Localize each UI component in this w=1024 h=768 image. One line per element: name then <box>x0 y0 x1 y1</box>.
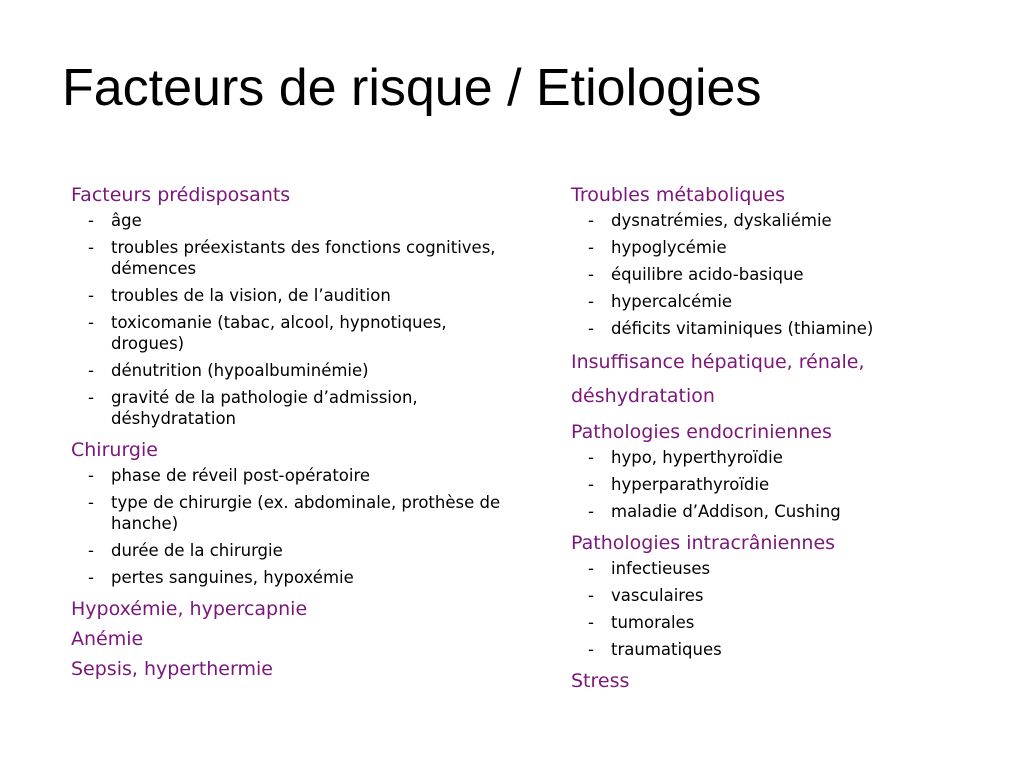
list-facteurs-predisposants <box>71 210 511 429</box>
item-text: phase de réveil post-opératoire <box>111 466 371 485</box>
dash-bullet: - <box>588 448 594 467</box>
item-text: traumatiques <box>611 640 722 659</box>
heading-pathologies-intracraniennes: Pathologies intracrâniennes <box>571 532 836 554</box>
list-item <box>71 492 511 534</box>
list-item <box>71 360 511 381</box>
item-text: gravité de la pathologie d’admission, déshydratation <box>111 388 418 428</box>
list-item <box>571 474 1011 495</box>
item-text: déficits vitaminiques (thiamine) <box>611 319 874 338</box>
heading-pathologies-endocriniennes: Pathologies endocriniennes <box>571 421 832 443</box>
list-pathologies-endocriniennes <box>571 447 1011 522</box>
list-item <box>571 447 1011 468</box>
dash-bullet: - <box>588 319 594 338</box>
section-pathologies-endocriniennes <box>571 417 1011 522</box>
dash-bullet: - <box>88 466 94 485</box>
dash-bullet: - <box>588 559 594 578</box>
dash-bullet: - <box>88 541 94 560</box>
dash-bullet: - <box>588 502 594 521</box>
heading-troubles-metaboliques: Troubles métaboliques <box>571 184 786 206</box>
right-column <box>571 180 1011 696</box>
item-text: troubles préexistants des fonctions cognitives, démences <box>111 238 496 278</box>
section-pathologies-intracraniennes <box>571 528 1011 660</box>
list-item <box>71 567 511 588</box>
dash-bullet: - <box>588 613 594 632</box>
list-item <box>571 612 1011 633</box>
item-text: type de chirurgie (ex. abdominale, prothèse de hanche) <box>111 493 501 533</box>
list-item <box>571 237 1011 258</box>
item-text: troubles de la vision, de l’audition <box>111 286 391 305</box>
item-text: équilibre acido-basique <box>611 265 804 284</box>
heading-insuffisance: Insuffisance hépatique, rénale, déshydratation <box>571 351 865 407</box>
item-text: durée de la chirurgie <box>111 541 283 560</box>
section-troubles-metaboliques <box>571 180 1011 339</box>
list-pathologies-intracraniennes <box>571 558 1011 660</box>
dash-bullet: - <box>588 640 594 659</box>
dash-bullet: - <box>588 265 594 284</box>
item-text: dysnatrémies, dyskaliémie <box>611 211 832 230</box>
list-item <box>571 558 1011 579</box>
section-chirurgie <box>71 435 511 588</box>
dash-bullet: - <box>88 313 94 332</box>
list-item <box>571 585 1011 606</box>
heading-hypoxemie: Hypoxémie, hypercapnie <box>71 598 308 620</box>
list-item <box>571 291 1011 312</box>
list-item <box>71 210 511 231</box>
left-column <box>71 180 511 684</box>
list-chirurgie <box>71 465 511 588</box>
list-item <box>571 264 1011 285</box>
dash-bullet: - <box>588 211 594 230</box>
item-text: hyperparathyroïdie <box>611 475 770 494</box>
dash-bullet: - <box>88 286 94 305</box>
dash-bullet: - <box>588 475 594 494</box>
list-item <box>571 318 1011 339</box>
item-text: hypercalcémie <box>611 292 733 311</box>
heading-anemie: Anémie <box>71 628 144 650</box>
heading-stress: Stress <box>571 670 630 692</box>
item-text: toxicomanie (tabac, alcool, hypnotiques, drogues) <box>111 313 447 353</box>
list-troubles-metaboliques <box>571 210 1011 339</box>
list-item <box>71 285 511 306</box>
heading-facteurs-predisposants: Facteurs prédisposants <box>71 184 291 206</box>
list-item <box>571 210 1011 231</box>
list-item <box>571 501 1011 522</box>
heading-chirurgie: Chirurgie <box>71 439 158 461</box>
list-item <box>71 312 511 354</box>
dash-bullet: - <box>88 361 94 380</box>
dash-bullet: - <box>588 238 594 257</box>
heading-sepsis: Sepsis, hyperthermie <box>71 658 273 680</box>
item-text: infectieuses <box>611 559 711 578</box>
slide-title: Facteurs de risque / Etiologies <box>62 59 762 117</box>
section-facteurs-predisposants <box>71 180 511 429</box>
list-item <box>571 639 1011 660</box>
list-item <box>71 387 511 429</box>
item-text: vasculaires <box>611 586 704 605</box>
dash-bullet: - <box>588 586 594 605</box>
dash-bullet: - <box>88 493 94 512</box>
dash-bullet: - <box>88 238 94 257</box>
list-item <box>71 540 511 561</box>
dash-bullet: - <box>588 292 594 311</box>
item-text: dénutrition (hypoalbuminémie) <box>111 361 369 380</box>
dash-bullet: - <box>88 388 94 407</box>
item-text: pertes sanguines, hypoxémie <box>111 568 354 587</box>
list-item <box>71 237 511 279</box>
item-text: hypoglycémie <box>611 238 727 257</box>
dash-bullet: - <box>88 211 94 230</box>
item-text: âge <box>111 211 142 230</box>
list-item <box>71 465 511 486</box>
item-text: maladie d’Addison, Cushing <box>611 502 841 521</box>
dash-bullet: - <box>88 568 94 587</box>
item-text: tumorales <box>611 613 695 632</box>
item-text: hypo, hyperthyroïdie <box>611 448 783 467</box>
